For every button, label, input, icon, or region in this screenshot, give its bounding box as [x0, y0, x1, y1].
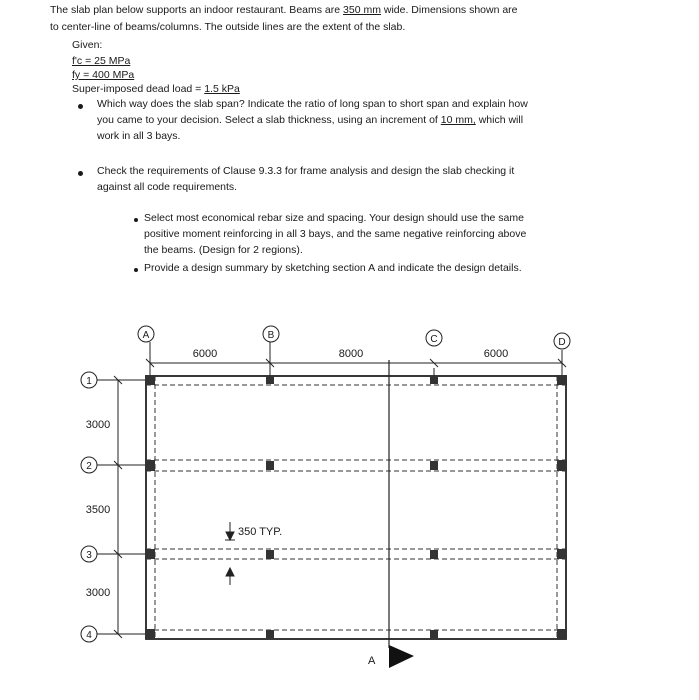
- sub-bullet-1-line-3: the beams. (Design for 2 regions).: [144, 244, 303, 256]
- span-dim-AB: 6000: [192, 348, 218, 360]
- grid-label-2: 2: [86, 461, 92, 472]
- callout-arrow-up: [226, 568, 234, 576]
- column-A2: [145, 460, 155, 471]
- column-B2: [266, 461, 274, 470]
- callout-arrow-down: [226, 532, 234, 540]
- span-dim-CD: 6000: [483, 348, 509, 360]
- grid-label-C: C: [430, 334, 438, 345]
- column-B4: [266, 630, 274, 638]
- grid-label-3: 3: [86, 550, 92, 561]
- fy-value: fy = 400 MPa: [72, 69, 135, 81]
- bullet-2-line-2: against all code requirements.: [97, 181, 238, 193]
- sub-bullet-1-line-2: positive moment reinforcing in all 3 bays, and the same negative reinforcing above: [144, 228, 527, 240]
- sdl-line: Super-imposed dead load = 1.5 kPa: [72, 83, 240, 95]
- columns: [145, 375, 567, 639]
- column-A3: [145, 549, 155, 559]
- column-D3: [557, 549, 567, 559]
- column-C4: [430, 630, 438, 638]
- column-A1: [145, 375, 155, 385]
- column-C3: [430, 550, 438, 559]
- beam-width-value: 350 mm: [343, 4, 381, 16]
- beam-width-callout: [225, 522, 235, 585]
- increment-value: 10 mm,: [440, 114, 476, 126]
- column-D4: [557, 629, 567, 639]
- slab-outline: [146, 376, 566, 639]
- bay-dim-34: 3000: [85, 587, 111, 599]
- grid-label-D: D: [558, 337, 566, 348]
- fc-value: f'c = 25 MPa: [72, 55, 131, 67]
- bullet-2-line-1: Check the requirements of Clause 9.3.3 for frame analysis and design the slab checking it: [97, 165, 515, 177]
- beam-note: 350 TYP.: [238, 526, 283, 538]
- column-D1: [557, 375, 567, 385]
- column-C2: [430, 461, 438, 470]
- grid-label-B: B: [267, 330, 275, 341]
- sdl-value: 1.5 kPa: [204, 83, 240, 95]
- column-D2: [557, 460, 567, 471]
- column-B1: [266, 376, 274, 384]
- vertical-beams: [155, 376, 557, 639]
- bay-dim-23: 3500: [85, 504, 111, 516]
- bay-dim-12: 3000: [85, 419, 111, 431]
- column-B3: [266, 550, 274, 559]
- column-A4: [145, 629, 155, 639]
- intro-line-2: to center-line of beams/columns. The outside lines are the extent of the slab.: [50, 21, 406, 33]
- column-C1: [430, 376, 438, 384]
- bullet-1-line-1: Which way does the slab span? Indicate the ratio of long span to short span and explain how: [97, 98, 528, 110]
- bullet-1-line-2: you came to your decision. Select a slab thickness, using an increment of 10 mm, which will: [97, 114, 524, 126]
- horizontal-beams: [146, 385, 566, 630]
- given-label: Given:: [72, 39, 103, 51]
- grid-label-1: 1: [86, 376, 92, 387]
- section-arrow-icon: [389, 645, 414, 668]
- span-dim-BC: 8000: [338, 348, 364, 360]
- grid-lines: [96, 342, 566, 638]
- grid-label-4: 4: [86, 630, 92, 641]
- grid-label-A: A: [142, 330, 150, 341]
- section-label: A: [368, 655, 376, 667]
- sub-bullet-1-line-1: Select most economical rebar size and spacing. Your design should use the same: [144, 212, 524, 224]
- sub-bullet-2-line-1: Provide a design summary by sketching section A and indicate the design details.: [144, 262, 522, 274]
- bullet-1-line-3: work in all 3 bays.: [97, 130, 181, 142]
- intro-line-1: The slab plan below supports an indoor restaurant. Beams are 350 mm wide. Dimensions shown are: [50, 4, 518, 16]
